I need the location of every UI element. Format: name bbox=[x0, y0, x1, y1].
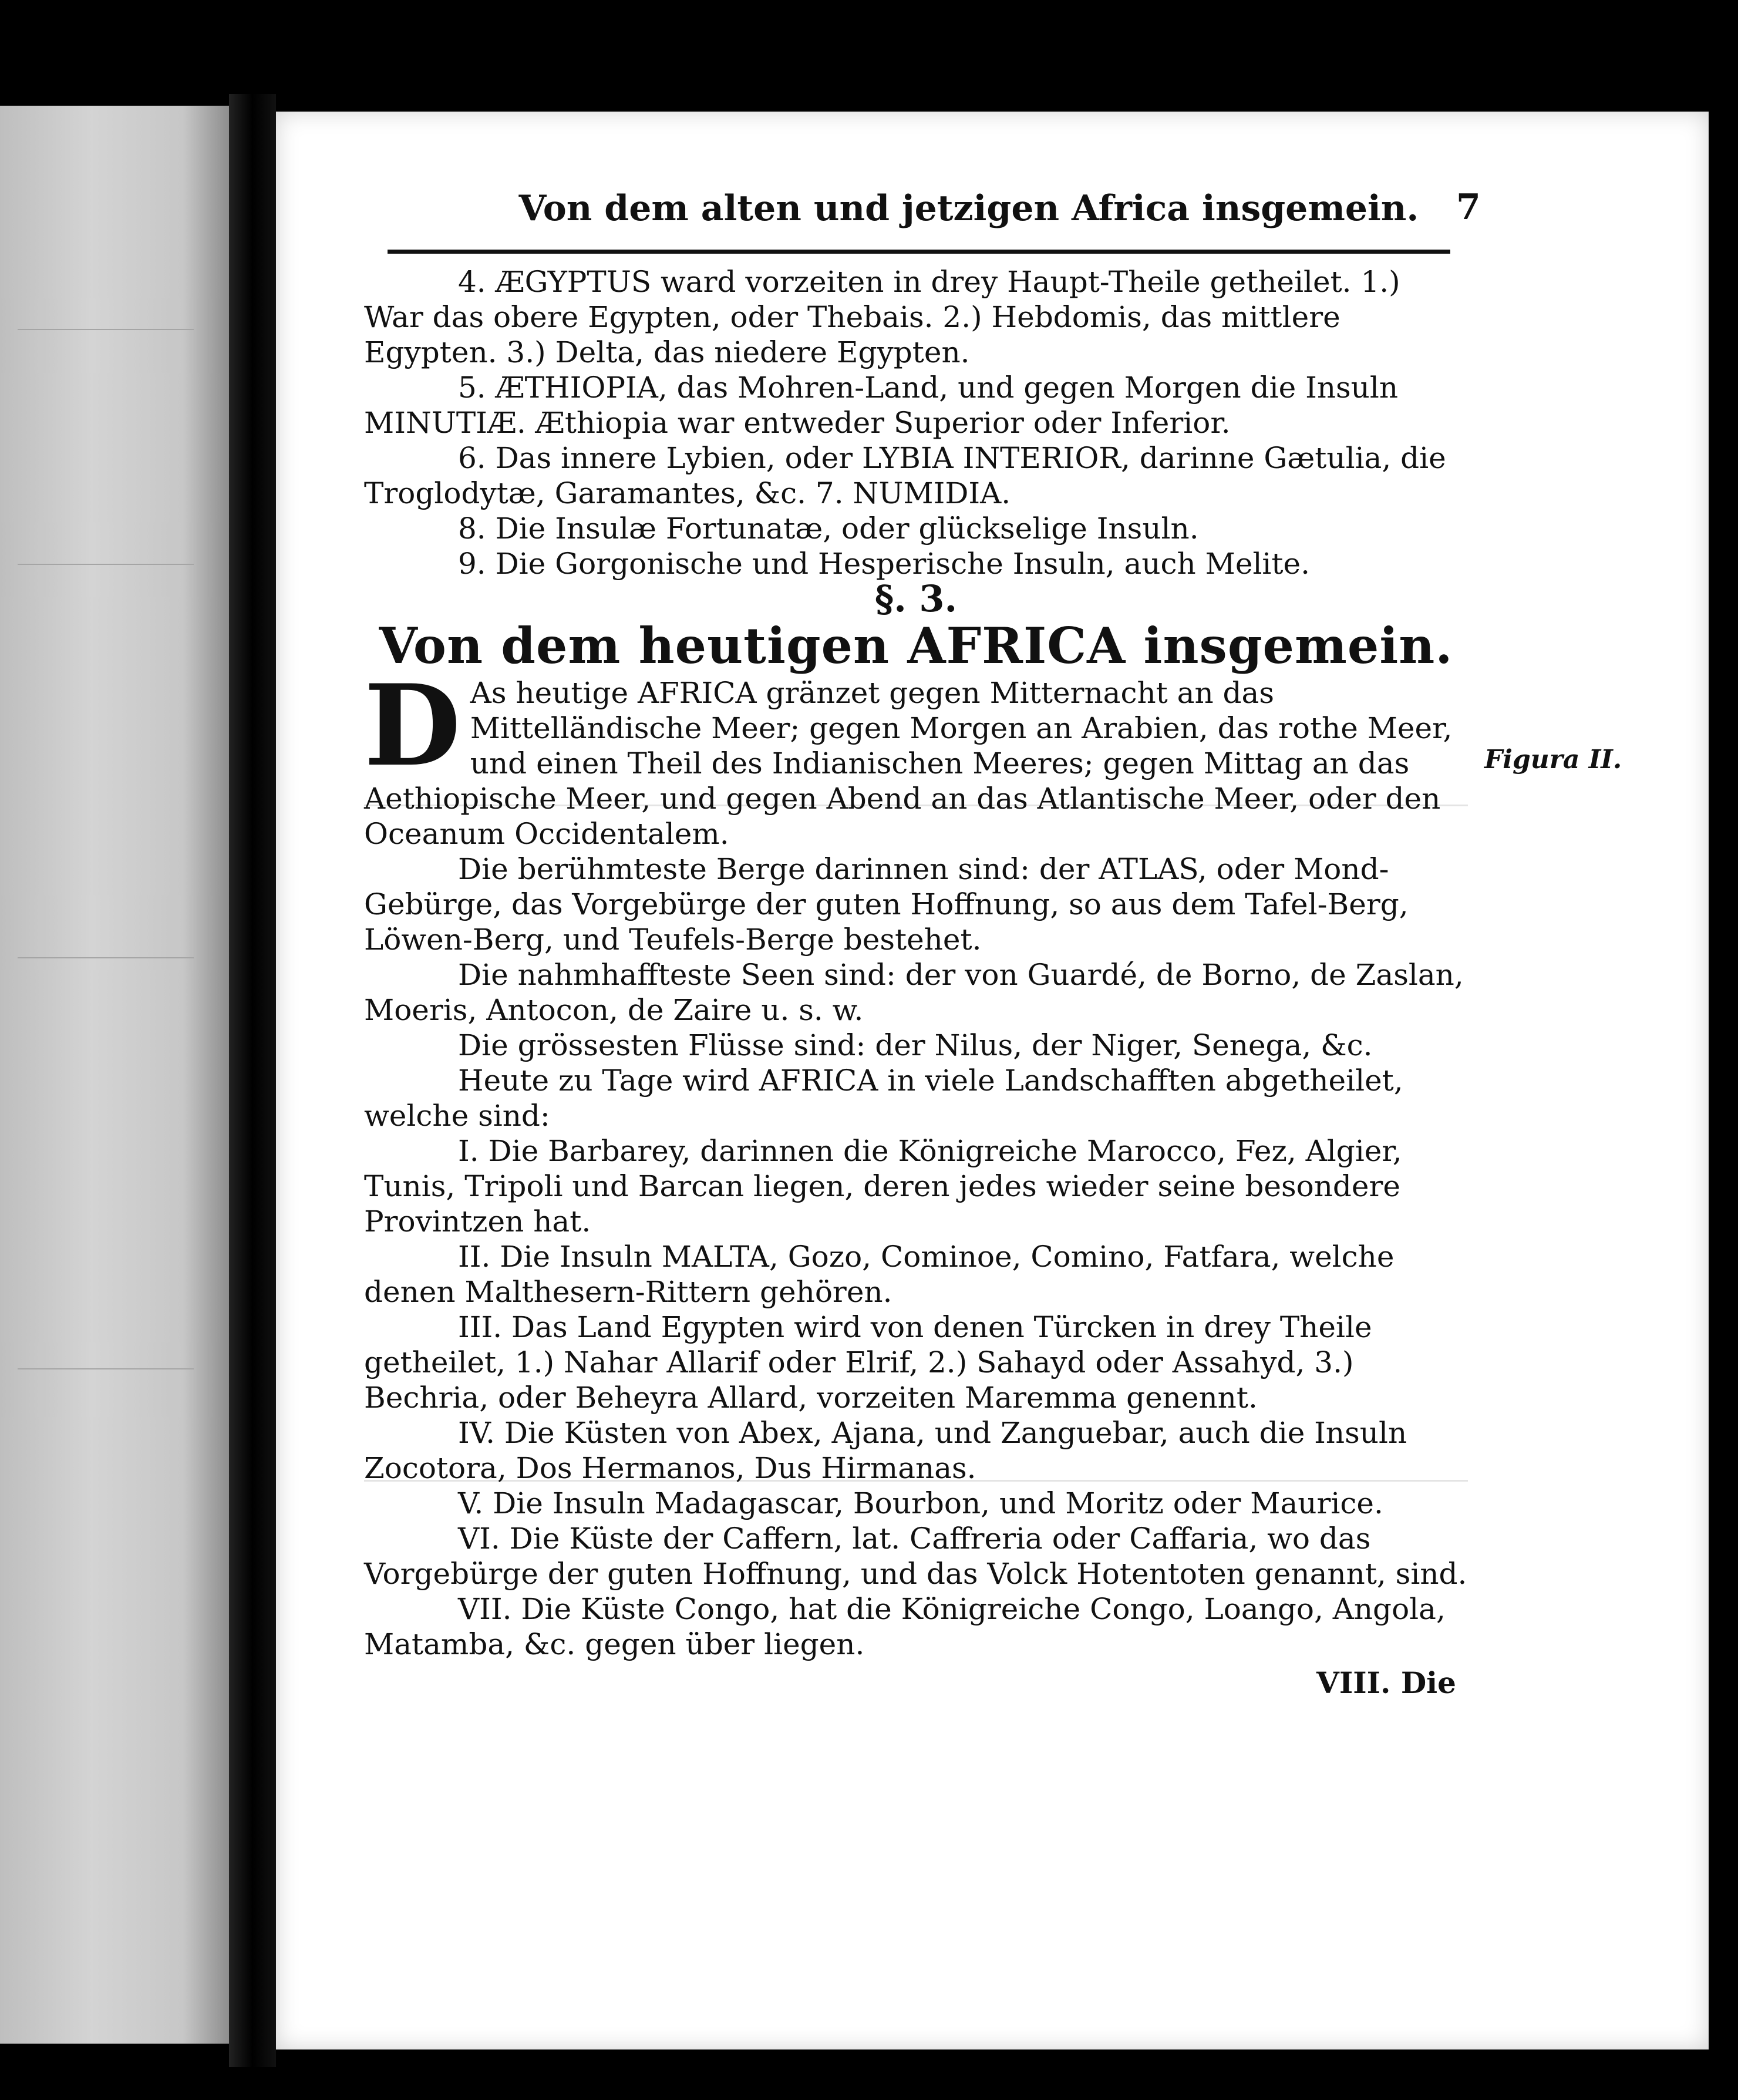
paragraph: 6. Das innere Lybien, oder LYBIA INTERIOR, darinne Gætulia, die Troglodytæ, Garamantes, &c. 7. NUMIDIA. bbox=[364, 441, 1446, 510]
facing-page-edge bbox=[0, 106, 229, 2044]
facing-page-bleed-line bbox=[18, 564, 194, 565]
paragraph: Heute zu Tage wird AFRICA in viele Landschafften abgetheilet, welche sind: bbox=[364, 1064, 1403, 1133]
list-item: I. Die Barbarey, darinnen die Königreiche Marocco, Fez, Algier, Tunis, Tripoli und Barcan liegen, deren jedes wieder seine besondere Provintzen hat. bbox=[364, 1134, 1402, 1239]
body-text bbox=[364, 264, 1468, 1701]
facing-page-bleed-line bbox=[18, 329, 194, 330]
first-paragraph-text: As heutige AFRICA gränzet gegen Mitternacht an das Mittelländische Meer; gegen Morgen an Arabien, das rothe Meer, und einen Theil des Indianischen Meeres; gegen Mittag an das Aethiopische Meer, und gegen Abend an das Atlantische Meer, oder den Oceanum Occidentalem. bbox=[364, 676, 1453, 851]
margin-note: Figura II. bbox=[1484, 745, 1622, 775]
paragraph: 9. Die Gorgonische und Hesperische Insuln, auch Melite. bbox=[458, 547, 1311, 581]
paragraph: 8. Die Insulæ Fortunatæ, oder glückselige Insuln. bbox=[458, 511, 1199, 546]
facing-page-bleed-line bbox=[18, 1368, 194, 1369]
list-item: V. Die Insuln Madagascar, Bourbon, und Moritz oder Maurice. bbox=[458, 1486, 1383, 1520]
page-number: 7 bbox=[1456, 187, 1481, 228]
section-heading: Von dem heutigen AFRICA insgemein. bbox=[379, 617, 1453, 675]
book-gutter bbox=[229, 94, 276, 2067]
facing-page-bleed-line bbox=[18, 957, 194, 958]
catchword: VIII. Die bbox=[1316, 1665, 1456, 1700]
list-item: IV. Die Küsten von Abex, Ajana, und Zanguebar, auch die Insuln Zocotora, Dos Hermanos, Dus Hirmanas. bbox=[364, 1416, 1407, 1485]
list-item: II. Die Insuln MALTA, Gozo, Cominoe, Comino, Fatfara, welche denen Malthesern-Rittern gehören. bbox=[364, 1240, 1395, 1309]
paragraph: Die nahmhaffteste Seen sind: der von Guardé, de Borno, de Zaslan, Moeris, Antocon, de Zaire u. s. w. bbox=[364, 958, 1464, 1027]
drop-cap: D bbox=[364, 660, 461, 791]
paragraph: Die berühmteste Berge darinnen sind: der ATLAS, oder Mond-Gebürge, das Vorgebürge der guten Hoffnung, so aus dem Tafel-Berg, Löwen-Berg, und Teufels-Berge bestehet. bbox=[364, 852, 1409, 957]
book-page bbox=[276, 112, 1709, 2049]
first-paragraph bbox=[364, 660, 1468, 852]
header-rule bbox=[388, 250, 1450, 254]
list-item: III. Das Land Egypten wird von denen Türcken in drey Theile getheilet, 1.) Nahar Allarif oder Elrif, 2.) Sahayd oder Assahyd, 3.) Bechria, oder Beheyra Allard, vorzeiten Maremma genennt. bbox=[364, 1310, 1372, 1415]
section-mark: §. 3. bbox=[874, 577, 958, 620]
paragraph: Die grössesten Flüsse sind: der Nilus, der Niger, Senega, &c. bbox=[458, 1028, 1373, 1062]
running-head: Von dem alten und jetzigen Africa insgemein. bbox=[518, 188, 1419, 229]
list-item: VI. Die Küste der Caffern, lat. Caffreria oder Caffaria, wo das Vorgebürge der guten Hoffnung, und das Volck Hotentoten genannt, sind. bbox=[364, 1522, 1467, 1591]
paragraph: 5. ÆTHIOPIA, das Mohren-Land, und gegen Morgen die Insuln MINUTIÆ. Æthiopia war entweder Superior oder Inferior. bbox=[364, 371, 1399, 440]
paragraph: 4. ÆGYPTUS ward vorzeiten in drey Haupt-Theile getheilet. 1.) War das obere Egypten, oder Thebais. 2.) Hebdomis, das mittlere Egypten. 3.) Delta, das niedere Egypten. bbox=[364, 265, 1400, 369]
list-item: VII. Die Küste Congo, hat die Königreiche Congo, Loango, Angola, Matamba, &c. gegen über liegen. bbox=[364, 1592, 1446, 1661]
